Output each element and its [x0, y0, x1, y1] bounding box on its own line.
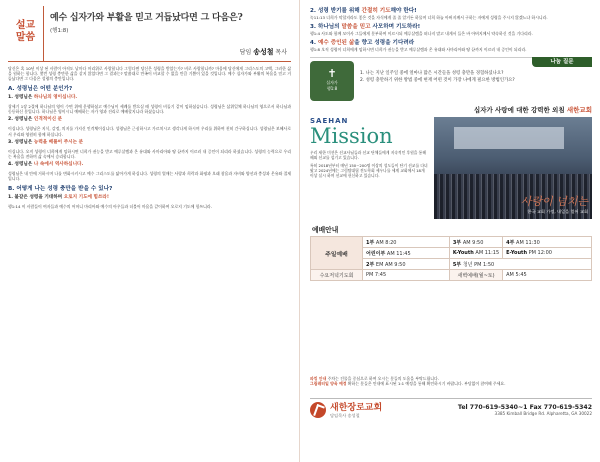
schedule-cell	[449, 248, 502, 259]
service-name: E-Youth	[506, 250, 528, 256]
sunday-service-label: 주일예배	[311, 237, 363, 270]
mission-section	[310, 117, 592, 219]
mission-text-1: 우리 새한 미션은 선교사님들과 선교 단체들에게 지속적인 후원을 통해 해외 선교를 섬기고 있습니다.	[310, 150, 427, 160]
item-accent: 말씀을 믿고	[341, 24, 371, 31]
section-a-item-3-text: 이십니다. 오직 성령이 너희에게 임하시면 너희가 권능을 받고 예루살렘과 온 유대와 사마리아와 땅 끝까지 이르러 내 증인이 되리라 하셨습니다. 성령의 능력으로 우리는 복음을 전하며 삶 속에서 승리합니다.	[8, 148, 291, 159]
item-rest: 해야 한다!	[390, 8, 417, 14]
schedule-cell	[503, 248, 592, 259]
service-time: PM 12:00	[528, 250, 552, 256]
item-accent: 하나님의 영이십니다.	[33, 95, 78, 101]
item-title: 2. 성령 받기를 위해	[310, 8, 362, 14]
parking-text: 주차는 건물을 중심으로 하여 오시는 분들의 도움을 부탁드립니다.	[327, 376, 440, 381]
phone-fax: Tel 770-619-5340~1 Fax 770-619-5342	[457, 403, 592, 411]
item-accent: 능력을 베풀어 주시는 분	[33, 139, 84, 145]
right-item-3-title	[310, 22, 592, 30]
item-title: 4. 성령님은	[8, 161, 34, 167]
slogan-main: 사랑이 넘치는	[520, 195, 588, 208]
service-time: AM 9:50	[462, 239, 484, 246]
question-item: 2. 성령 충만하기 위한 방법 중에 현재 어떤 것이 가장 나에게 필요한 방법인가요?	[360, 77, 515, 83]
section-a-heading: A. 성령님은 어떤 분인가?	[8, 86, 73, 93]
section-a-item-4-text: 성령님은 내 안에 거하시며 나를 변화시키시고 예수 그리스도를 닮아가게 하십니다. 성령의 열매는 사랑과 희락과 화평과 오래 참음과 자비와 양선과 충성과 온유와 절제입니다.	[8, 170, 291, 181]
church-contact	[458, 404, 592, 416]
item-title: 1. 성령님은	[8, 95, 34, 101]
church-identity	[330, 400, 382, 419]
right-item-4-title	[310, 38, 592, 46]
schedule-cell: PM 7:45	[363, 270, 450, 281]
church-address: 3385 Kimball Bridge Rd. Alpharetta, GA 30022	[494, 410, 592, 416]
section-b-heading: B. 어떻게 나는 성령 충만을 받을 수 있나?	[8, 186, 113, 193]
service-time: 청년 PM 1:50	[462, 261, 495, 268]
item-title: 2. 성령님은	[8, 117, 34, 123]
wednesday-service-label: 수요저녁기도회	[311, 270, 363, 281]
service-name: 어린이부	[366, 250, 386, 257]
service-time: AM 8:20	[375, 239, 397, 246]
church-pastor	[330, 413, 382, 419]
item-accent: 인격적이신 분	[33, 117, 63, 123]
dawn-service-label: 새벽예배(월~토)	[449, 270, 502, 281]
pastor-byline	[240, 47, 287, 57]
schedule-cell	[503, 237, 592, 248]
item-accent: 나 속에서 역사하십니다.	[33, 161, 84, 167]
badge-verse: 행1:8	[326, 86, 338, 92]
schedule-cell	[449, 259, 591, 270]
question-item: 1. 나는 지난 일주일 중에 얼마나 많은 시간들을 성령 충만을 경험하셨나요?	[360, 71, 504, 77]
item-rest: 을 향고 성령을 기다려라	[354, 40, 415, 47]
right-item-3-text: 행1:4 사도와 함께 모이사 그들에게 분부하여 이르시되 예루살렘을 떠나지 말고 내게서 들은 바 아버지께서 약속하신 것을 기다리라.	[310, 31, 533, 37]
pastor-name: 송성철	[347, 413, 360, 418]
cross-icon: ✝	[327, 67, 337, 81]
schedule-cell	[363, 259, 450, 270]
section-a-item-4-title	[8, 161, 291, 167]
group-text: 확하는 분들은 안내에 표시된 1:1 예정을 통해 확인하시기 바랍니다. 부담없이 참여해 주세요.	[347, 381, 506, 387]
worship-schedule-title: 예배안내	[312, 226, 339, 234]
schedule-cell: AM 5:45	[503, 270, 592, 281]
section-a-item-1-text: 창세기 1장 2절에 하나님의 영이 수면 위에 운행하셨고 예수님이 세례를 받으실 때 성령이 비둘기 같이 임하셨습니다. 성령님은 삼위일체 하나님의 영으로서 하나님과 동등하신 분입니다. 하나님은 영이시니 예배하는 자가 영과 진리로 예배할지니라 하셨습니다.	[8, 104, 291, 115]
saehan-label: SAEHAN	[310, 117, 349, 125]
church-logo-icon	[310, 402, 326, 418]
item-rest: 사모하며 기도하라!	[370, 24, 421, 31]
badge-label: 십자가	[326, 80, 338, 86]
right-item-2-title	[310, 6, 592, 14]
notices	[310, 376, 592, 386]
questions-tab: 나눔 질문	[532, 57, 592, 67]
service-name: 1부	[366, 239, 375, 246]
item-title: 1. 불같은 성령을 기대하며	[8, 195, 64, 201]
mission-headline-text: 십자가 사랑에 대한 강력한 외침	[473, 106, 567, 114]
group-label: 그림레터일 양육 예정	[310, 381, 347, 387]
mission-wordmark: Mission	[310, 124, 393, 148]
right-item-4-text: 행1:8 오직 성령이 너희에게 임하시면 너희가 권능을 받고 예루살렘과 온 유대와 사마리아와 땅 끝까지 이르러 내 증인이 되리라.	[310, 47, 527, 53]
pastor-prefix: 담임	[239, 49, 254, 56]
pastor-suffix: 목사	[273, 49, 287, 56]
service-name: 5부	[452, 261, 462, 268]
mission-text-2: 특히 2018년부터 매년 150~200명 이상의 성도들이 단기 선교를 다녀왔고 2024년에는 그림탑대립 전도학회 세우나를 세계 교회에서 18개 이상 실시 하며 선교에 헌신하고 있습니다.	[310, 163, 428, 178]
scripture-reference: (행1:8)	[50, 28, 69, 34]
service-time: AM 11:15	[475, 250, 500, 256]
service-name: 4부	[506, 239, 515, 246]
item-title: 3. 성령님은	[8, 139, 34, 145]
section-a-item-2-text: 이십니다. 성령님은 지식, 감정, 의지를 가지신 인격체이십니다. 성령님은 근심하시고 가르치시고 생각나게 하시며 우리를 위하여 친히 간구하십니다. 성령님은 보혜사로서 우리와 영원히 함께 하십니다.	[8, 126, 291, 137]
table-row	[311, 237, 592, 248]
schedule-cell	[449, 237, 502, 248]
mission-text-block	[310, 117, 434, 219]
discussion-questions	[310, 57, 592, 103]
parking-label: 파킹 안내	[310, 376, 327, 381]
church-name: 새한장로교회	[330, 403, 383, 413]
service-name: K-Youth	[452, 250, 474, 256]
sermon-intro: 당신은 혹 10년 이상 된 사람이 아직도 날마다 머리위로 사랑합니다 그렇다면 당신은 성령을 받았는가? 비로 사랑합니까? 마음에 당신에게 그리스도의 고백, 그러한 삶을 원하는 합니다. 몇번 성령 충만한 삶을 살지 않았다면 그 결과는? 말씀대로 만족이 비교할 수 없을 만큼 기쁨이 있을 것입니다. 예수 십자가와 부활의 복음을 믿고 거듭났다면 그 다음은 성령의 충만입니다.	[8, 66, 291, 82]
info-column	[300, 0, 600, 462]
right-item-2-text: 눅11:13 너희가 악할지라도 좋은 것을 자식에게 줄 줄 알거든 하물며 너희 하늘 아버지께서 구하는 자에게 성령을 주시지 않겠느냐 하시니라.	[310, 15, 548, 20]
sermon-heading	[44, 6, 291, 61]
item-accent: 오로지 기도에 힘쓰라!	[63, 195, 109, 201]
church-footer	[310, 398, 592, 420]
section-tag: 설교 말씀	[8, 6, 44, 61]
service-name: 3부	[452, 239, 462, 246]
section-b-item-1-title	[8, 194, 291, 200]
cross-badge	[310, 61, 354, 101]
stage-banner	[454, 127, 564, 149]
mission-slogan	[521, 193, 588, 215]
schedule-cell	[363, 237, 450, 248]
mission-crowd-photo	[434, 117, 592, 219]
schedule-cell	[363, 248, 450, 259]
service-name: 2부	[366, 261, 375, 268]
section-a-item-2-title	[8, 116, 291, 122]
item-title: 3. 하나님의	[310, 24, 342, 31]
service-time: AM 11:30	[516, 239, 540, 246]
item-accent: 간절히 기도	[361, 8, 391, 14]
slogan-sub: 한국 교회 가정, 내일을 열어 교회	[527, 209, 588, 214]
mission-headline-church: 새한교회	[566, 106, 592, 114]
worship-schedule-table	[310, 236, 592, 281]
pastor-name: 송성철	[253, 48, 274, 56]
service-time: AM 11:45	[386, 250, 411, 257]
section-b-item-1-text: 행1:14 이 사람들이 여자들과 예수의 어머니 마리아와 예수의 아우들과 더불어 마음을 같이하여 오로지 기도에 힘쓰니라.	[8, 204, 212, 210]
mission-headline	[310, 105, 592, 115]
sermon-header	[8, 6, 291, 62]
group-notice	[310, 381, 592, 386]
section-a-item-3-title	[8, 139, 291, 145]
questions-list	[360, 71, 592, 84]
table-row	[311, 270, 592, 281]
item-accent: 예수 증인된 삶	[317, 40, 355, 47]
item-title: 4.	[310, 40, 318, 47]
section-a-item-1-title	[8, 94, 291, 100]
sermon-title: 예수 십자가와 부활을 믿고 거듭났다면 그 다음은?	[50, 13, 243, 23]
pastor-prefix: 담임목사	[330, 413, 348, 418]
service-time: EM AM 9:50	[375, 261, 406, 268]
